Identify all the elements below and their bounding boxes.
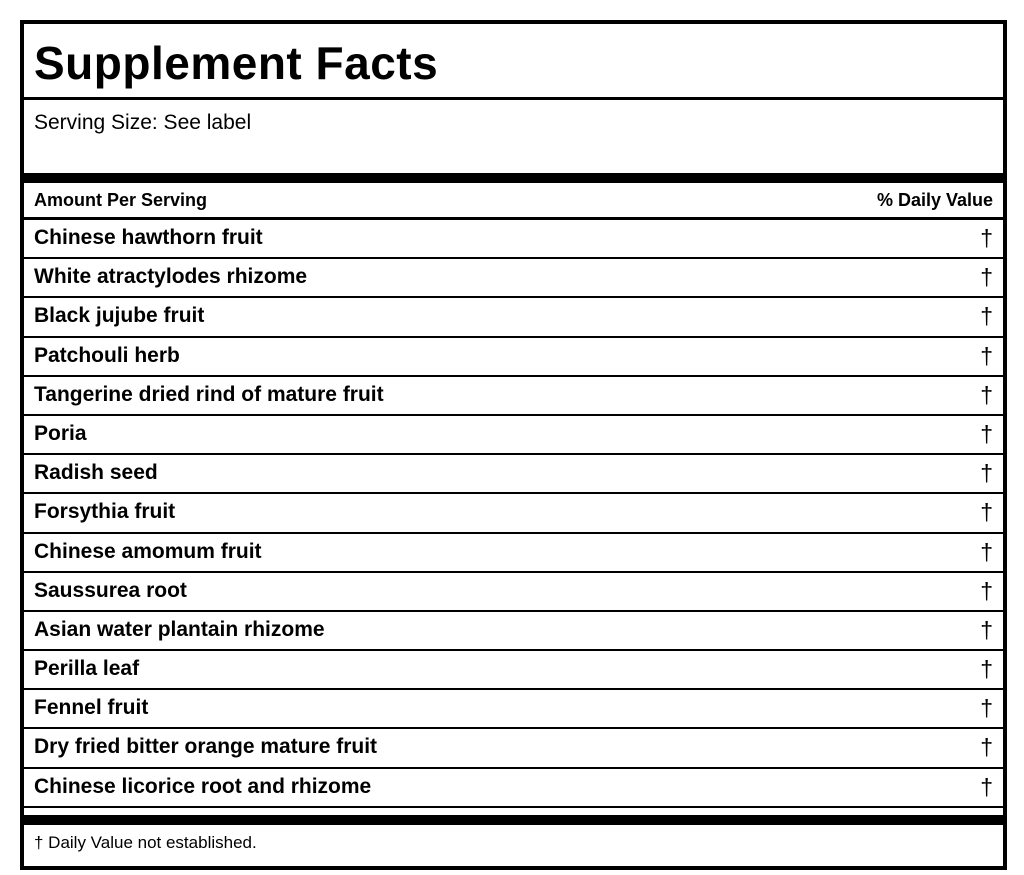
ingredient-row	[24, 534, 1003, 573]
ingredient-name: Perilla leaf	[34, 657, 140, 681]
column-header-row	[24, 183, 1003, 220]
ingredient-row	[24, 220, 1003, 259]
ingredient-name: Forsythia fruit	[34, 500, 176, 524]
daily-value-dagger: †	[980, 734, 993, 761]
ingredient-name: Chinese amomum fruit	[34, 539, 262, 563]
daily-value-header: % Daily Value	[876, 190, 993, 210]
ingredient-name: Patchouli herb	[34, 343, 180, 367]
ingredient-row	[24, 573, 1003, 612]
ingredient-name: Radish seed	[34, 461, 158, 485]
ingredient-name: Dry fried bitter orange mature fruit	[34, 735, 378, 759]
daily-value-dagger: †	[980, 499, 993, 526]
daily-value-dagger: †	[980, 460, 993, 487]
daily-value-dagger: †	[980, 695, 993, 722]
daily-value-dagger: †	[980, 264, 993, 291]
ingredient-name: Black jujube fruit	[34, 304, 205, 328]
ingredient-name: Fennel fruit	[34, 696, 149, 720]
ingredient-row	[24, 455, 1003, 494]
daily-value-dagger: †	[980, 773, 993, 800]
ingredient-row	[24, 612, 1003, 651]
ingredient-name: Chinese hawthorn fruit	[34, 226, 263, 249]
daily-value-dagger: †	[980, 303, 993, 330]
supplement-facts-panel	[20, 20, 1007, 870]
daily-value-dagger: †	[980, 420, 993, 447]
daily-value-dagger: †	[980, 577, 993, 604]
thick-divider-top	[24, 173, 1003, 183]
ingredient-name: Tangerine dried rind of mature fruit	[34, 382, 384, 406]
daily-value-dagger: †	[980, 616, 993, 643]
ingredient-row	[24, 769, 1003, 808]
ingredient-name: Chinese licorice root and rhizome	[34, 774, 372, 798]
thick-divider-bottom	[24, 815, 1003, 825]
ingredient-row	[24, 377, 1003, 416]
ingredient-row	[24, 494, 1003, 533]
ingredient-row	[24, 651, 1003, 690]
daily-value-dagger: †	[980, 381, 993, 408]
ingredient-name: Poria	[34, 421, 87, 445]
ingredient-name: White atractylodes rhizome	[34, 265, 308, 289]
ingredient-name: Saussurea root	[34, 578, 187, 602]
amount-per-serving-header: Amount Per Serving	[34, 190, 208, 210]
ingredient-name: Asian water plantain rhizome	[34, 617, 325, 641]
serving-size: Serving Size: See label	[34, 111, 252, 134]
daily-value-dagger: †	[980, 342, 993, 369]
title-divider	[24, 97, 1003, 100]
ingredient-row	[24, 338, 1003, 377]
ingredient-row	[24, 416, 1003, 455]
ingredient-row	[24, 259, 1003, 298]
panel-title: Supplement Facts	[34, 37, 439, 89]
ingredient-list	[24, 220, 1003, 808]
daily-value-dagger: †	[980, 656, 993, 683]
daily-value-dagger: †	[980, 225, 993, 251]
ingredient-row	[24, 690, 1003, 729]
footnote: † Daily Value not established.	[34, 833, 257, 852]
ingredient-row	[24, 298, 1003, 337]
ingredient-row	[24, 729, 1003, 768]
daily-value-dagger: †	[980, 538, 993, 565]
